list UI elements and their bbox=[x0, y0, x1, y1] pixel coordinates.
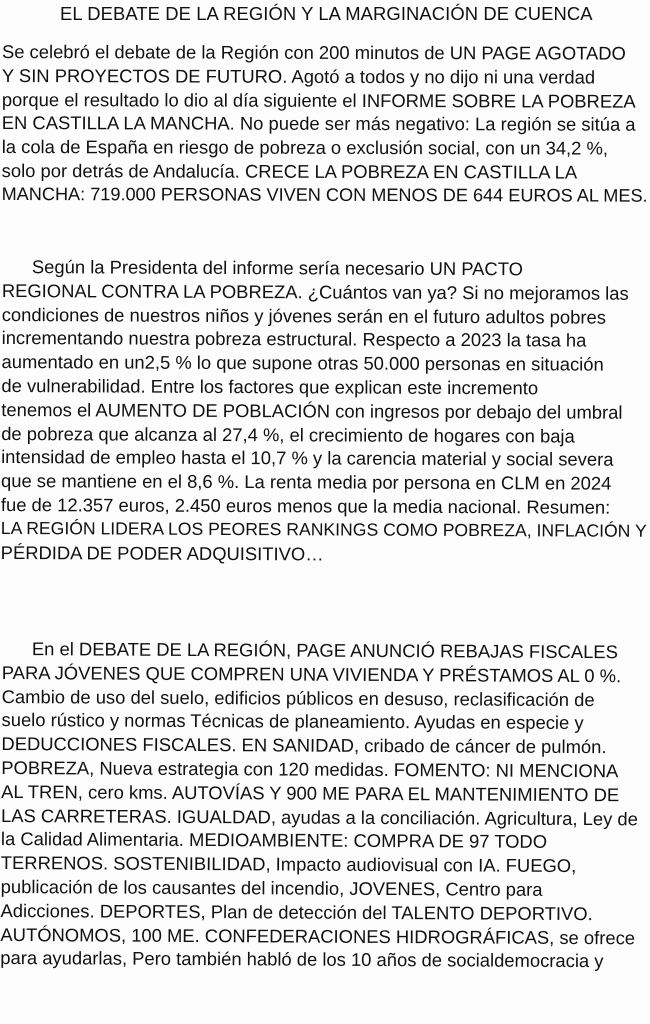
text-line: aumentado en un2,5 % lo que supone otras 50.000 personas en situación bbox=[1, 351, 604, 375]
text-line: Se celebró el debate de la Región con 200 minutos de UN PAGE AGOTADO bbox=[1, 40, 626, 64]
text-line: tenemos el AUMENTO DE POBLACIÓN con ingresos por debajo del umbral bbox=[1, 398, 623, 423]
text-line: porque el resultado lo dio al día siguiente el INFORME SOBRE LA POBREZA bbox=[1, 88, 636, 112]
paragraph-regional-pact bbox=[1, 255, 648, 567]
text-line: publicación de los causantes del incendio, JOVENES, Centro para bbox=[0, 875, 543, 900]
text-line: intensidad de empleo hasta el 10,7 % y la carencia material y social severa bbox=[1, 446, 614, 471]
text-line: la cola de España en riesgo de pobreza o exclusión social, con un 34,2 %, bbox=[1, 136, 609, 159]
text-line: EN CASTILLA LA MANCHA. No puede ser más negativo: La región se sitúa a bbox=[1, 112, 636, 136]
text-line: fue de 12.357 euros, 2.450 euros menos que la media nacional. Resumen: bbox=[0, 493, 611, 518]
text-line: incrementando nuestra pobreza estructural. Respecto a 2023 la tasa ha bbox=[1, 327, 587, 351]
text-line: suelo rústico y normas Técnicas de planeamiento. Ayudas en especie y bbox=[1, 709, 584, 734]
text-line: DEDUCCIONES FISCALES. EN SANIDAD, cribado de cáncer de pulmón. bbox=[1, 733, 607, 758]
text-line: de pobreza que alcanza al 27,4 %, el crecimiento de hogares con baja bbox=[1, 422, 575, 447]
text-line: TERRENOS. SOSTENIBILIDAD, Impacto audiovisual con IA. FUEGO, bbox=[0, 852, 577, 877]
text-line: Según la Presidenta del informe sería necesario UN PACTO bbox=[31, 256, 523, 280]
paragraph-debate-announcements bbox=[0, 637, 648, 974]
text-line: PARA JÓVENES QUE COMPREN UNA VIVIENDA Y PRÉSTAMOS AL 0 %. bbox=[1, 661, 622, 687]
text-line: la Calidad Alimentaria. MEDIOAMBIENTE: COMPRA DE 97 TODO bbox=[0, 828, 548, 853]
text-line: En el DEBATE DE LA REGIÓN, PAGE ANUNCIÓ REBAJAS FISCALES bbox=[31, 638, 618, 663]
text-line: REGIONAL CONTRA LA POBREZA. ¿Cuántos van ya? Si no mejoramos las bbox=[1, 279, 629, 304]
text-line: AL TREN, cero kms. AUTOVÍAS Y 900 ME PARA EL MANTENIMIENTO DE bbox=[1, 780, 620, 806]
text-line: PÉRDIDA DE PODER ADQUISITIVO… bbox=[0, 541, 324, 564]
text-line: Cambio de uso del suelo, edificios públicos en desuso, reclasificación de bbox=[1, 685, 595, 710]
text-line: LAS CARRETERAS. IGUALDAD, ayudas a la conciliación. Agricultura, Ley de bbox=[1, 804, 638, 829]
text-line: de vulnerabilidad. Entre los factores que explican este incremento bbox=[1, 374, 539, 399]
text-line: AUTÓNOMOS, 100 ME. CONFEDERACIONES HIDROGRÁFICAS, se ofrece bbox=[0, 923, 636, 948]
text-line: condiciones de nuestros niños y jóvenes serán en el futuro adultos pobres bbox=[1, 303, 607, 328]
text-line: LA REGIÓN LIDERA LOS PEORES RANKINGS COMO POBREZA, INFLACIÓN Y bbox=[0, 517, 647, 541]
text-line: Y SIN PROYECTOS DE FUTURO. Agotó a todos y no dijo ni una verdad bbox=[1, 64, 596, 88]
paragraph-poverty-report bbox=[2, 40, 648, 208]
document-title: EL DEBATE DE LA REGIÓN Y LA MARGINACIÓN DE CUENCA bbox=[60, 3, 593, 24]
text-line: POBREZA, Nueva estrategia con 120 medidas. FOMENTO: NI MENCIONA bbox=[1, 756, 619, 782]
text-line: que se mantiene en el 8,6 %. La renta media por persona en CLM en 2024 bbox=[0, 470, 612, 494]
text-line: MANCHA: 719.000 PERSONAS VIVEN CON MENOS DE 644 EUROS AL MES. bbox=[1, 183, 648, 206]
text-line: para ayudarlas, Pero también habló de los 10 años de socialdemocracia y bbox=[0, 947, 604, 972]
text-line: Adicciones. DEPORTES, Plan de detección del TALENTO DEPORTIVO. bbox=[0, 899, 593, 924]
text-line: solo por detrás de Andalucía. CRECE LA POBREZA EN CASTILLA LA bbox=[1, 159, 578, 183]
